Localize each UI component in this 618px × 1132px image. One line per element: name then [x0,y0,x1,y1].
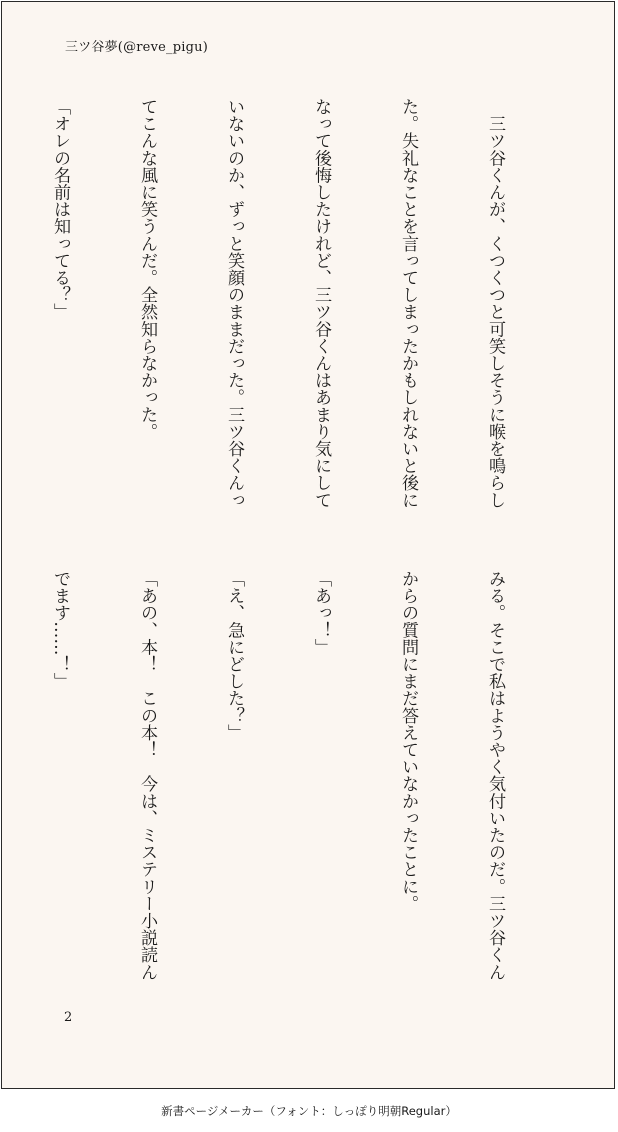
text-line: でます……！」 [50,570,70,690]
text-line: なって後悔したけれど、三ツ谷くんはあまり気にして [311,98,331,509]
top-text-block [50,98,567,530]
text-line: みる。そこで私はようやく気付いたのだ。三ツ谷くん [485,570,505,981]
bottom-text-block [50,570,567,1002]
text-line: 「オレの名前は知ってる？」 [50,98,70,321]
text-line: 「あっ！」 [311,570,331,656]
text-line: 「あの、本！ この本！ 今は、ミステリー小説読ん [137,570,157,981]
text-line: からの質問にまだ答えていなかったことに。 [398,570,418,912]
text-line: てこんな風に笑うんだ。全然知らなかった。 [137,98,157,440]
author-header: 三ツ谷夢(@reve_pigu) [65,40,208,55]
text-line: いないのか、ずっと笑顔のままだった。三ツ谷くんっ [224,98,244,509]
text-line: た。失礼なことを言ってしまったかもしれないと後に [398,98,418,509]
text-line: 三ツ谷くんが、くつくつと可笑しそうに喉を鳴らし [485,98,505,509]
footer-credit: 新書ページメーカー（フォント：しっぽり明朝Regular） [161,1104,457,1118]
book-page [1,1,615,1089]
text-line: 「え、急にどした？」 [224,570,244,741]
page-number: 2 [64,1010,73,1025]
